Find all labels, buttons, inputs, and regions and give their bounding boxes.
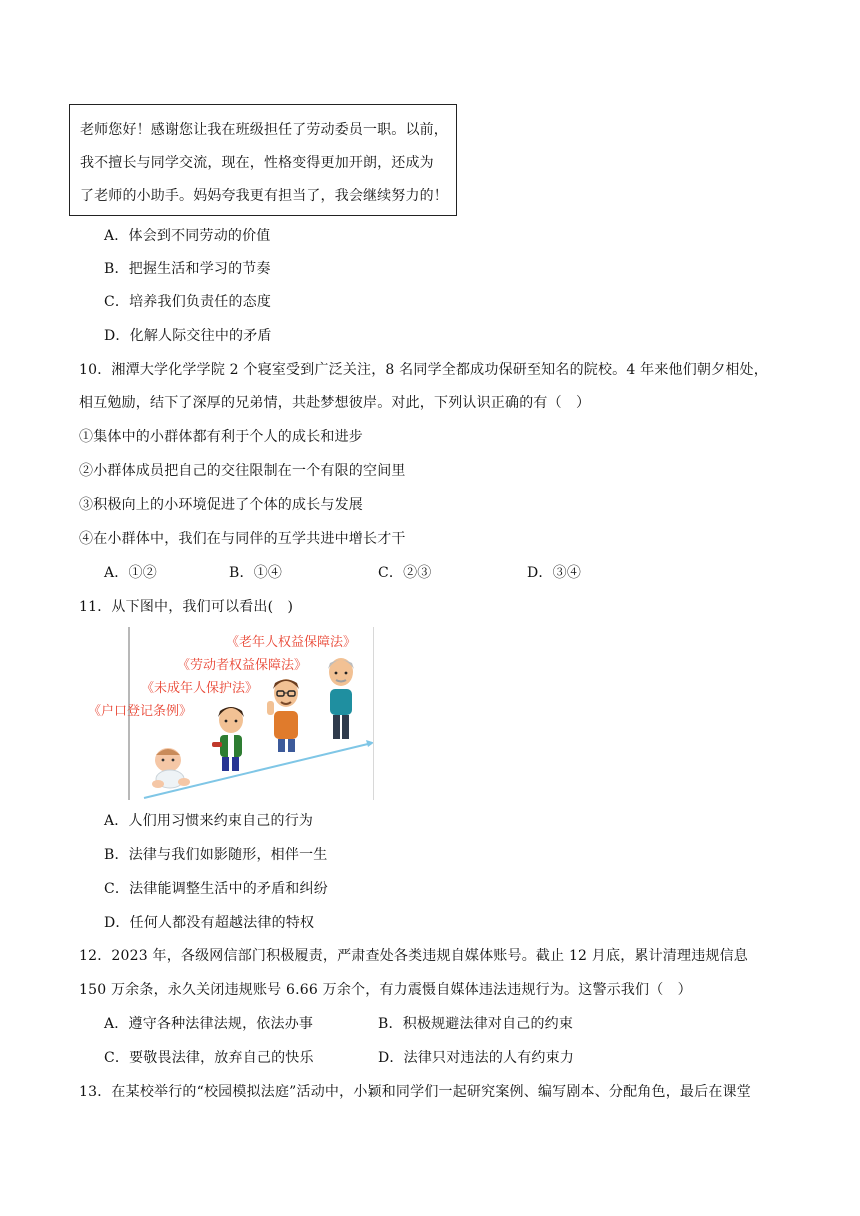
q10-item-2: ②小群体成员把自己的交往限制在一个有限的空间里 [79,463,406,479]
law-label-elderly: 《老年人权益保障法》 [226,635,357,650]
q10-item-1: ①集体中的小群体都有利于个人的成长和进步 [79,429,363,445]
q10-option-d: D．③④ [527,565,582,581]
quote-box [69,104,457,216]
q10-stem: 10．湘潭大学化学学院 2 个寝室受到广泛关注，8 名同学全都成功保研至知名的院校。4 年来他们朝夕相处， [79,362,768,378]
figure-edge [373,627,374,800]
q10-option-c: C．②③ [378,565,432,581]
adult-figure [267,679,299,752]
law-label-labor: 《劳动者权益保障法》 [177,658,308,673]
quote-line: 我不擅长与同学交流，现在，性格变得更加开朗，还成为 [80,155,434,171]
q11-stem: 11．从下图中，我们可以看出( ) [79,599,294,615]
q10-item-4: ④在小群体中，我们在与同伴的互学共进中增长才干 [79,531,406,547]
q12-option-d: D．法律只对违法的人有约束力 [378,1050,575,1066]
q9-option-b: B．把握生活和学习的节奏 [104,261,271,277]
quote-line: 了老师的小助手。妈妈夸我更有担当了，我会继续努力的！ [80,188,448,204]
q11-option-c: C．法律能调整生活中的矛盾和纠纷 [104,881,328,897]
q9-option-c: C．培养我们负责任的态度 [104,294,272,310]
elderly-figure [328,658,354,739]
q10-item-3: ③积极向上的小环境促进了个体的成长与发展 [79,497,363,513]
baby-figure [152,748,190,788]
q12-option-a: A．遵守各种法律法规，依法办事 [104,1016,314,1032]
q9-option-a: A．体会到不同劳动的价值 [104,228,271,244]
law-label-minor: 《未成年人保护法》 [141,681,259,696]
child-figure [212,707,244,771]
q11-option-a: A．人们用习惯来约束自己的行为 [104,813,314,829]
q10-stem-cont: 相互勉励，结下了深厚的兄弟情，共赴梦想彼岸。对此，下列认识正确的有（ ） [79,395,591,411]
q11-option-d: D．任何人都没有超越法律的特权 [104,915,315,931]
q9-option-d: D．化解人际交往中的矛盾 [104,328,272,344]
law-label-household: 《户口登记条例》 [88,704,193,719]
q12-stem-cont: 150 万余条，永久关闭违规账号 6.66 万余个，有力震慑自媒体违法违规行为。这警示我们（ ） [79,982,692,998]
q12-option-b: B．积极规避法律对自己的约束 [378,1016,574,1032]
q12-stem: 12．2023 年，各级网信部门积极履责，严肃查处各类违规自媒体账号。截止 12 月底，累计清理违规信息 [79,948,749,964]
quote-line: 老师您好！感谢您让我在班级担任了劳动委员一职。以前， [80,122,448,138]
timeline-arrow [144,743,372,798]
q10-option-b: B．①④ [229,565,283,581]
q10-option-a: A．①② [104,565,157,581]
q11-option-b: B．法律与我们如影随形，相伴一生 [104,847,328,863]
q12-option-c: C．要敬畏法律，放弃自己的快乐 [104,1050,314,1066]
q13-stem: 13．在某校举行的“校园模拟法庭”活动中，小颖和同学们一起研究案例、编写剧本、分配角色，最后在课堂 [79,1084,751,1100]
